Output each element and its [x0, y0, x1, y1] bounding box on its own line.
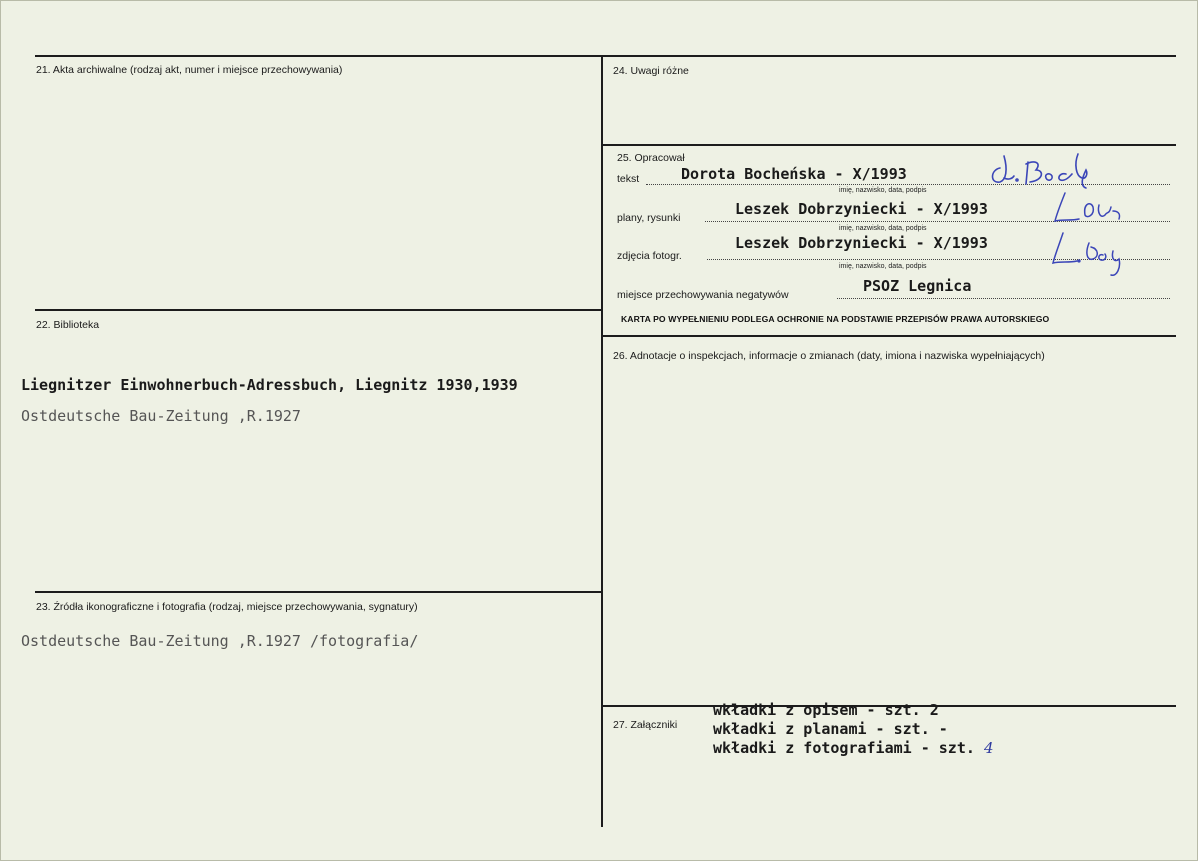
signature-dobrzyniecki-1	[1049, 189, 1129, 234]
negatywy-location: PSOZ Legnica	[863, 277, 972, 295]
attachment-photo-count: 4	[983, 739, 994, 757]
signature-dobrzyniecki-2	[1045, 229, 1129, 286]
tekst-author: Dorota Bocheńska - X/1993	[681, 165, 907, 183]
center-divider	[601, 55, 603, 827]
library-entry-1: Liegnitzer Einwohnerbuch-Adressbuch, Liegnitz 1930,1939	[21, 376, 518, 394]
rule-24-25	[603, 144, 1176, 146]
section-22-label: 22. Biblioteka	[36, 319, 100, 331]
section-26-label: 26. Adnotacje o inspekcjach, informacje o zmianach (daty, imiona i nazwiska wypełniających)	[613, 350, 1045, 362]
plany-author: Leszek Dobrzyniecki - X/1993	[735, 200, 988, 218]
library-entry-2: Ostdeutsche Bau-Zeitung ,R.1927	[21, 407, 301, 425]
section-24-label: 24. Uwagi różne	[613, 65, 689, 77]
top-rule	[35, 55, 1176, 57]
signature-bochenska	[986, 148, 1096, 195]
plany-caption: imię, nazwisko, data, podpis	[839, 225, 927, 232]
tekst-label: tekst	[617, 173, 640, 185]
negatywy-label: miejsce przechowywania negatywów	[617, 289, 789, 301]
zdjecia-label: zdjęcia fotogr.	[617, 250, 682, 262]
copyright-notice: KARTA PO WYPEŁNIENIU PODLEGA OCHRONIE NA PODSTAWIE PRZEPISÓW PRAWA AUTORSKIEGO	[621, 314, 1050, 324]
attachment-description-inserts: wkładki z opisem - szt. 2	[713, 701, 939, 719]
rule-22-23	[35, 591, 601, 593]
tekst-caption: imię, nazwisko, data, podpis	[839, 187, 927, 194]
zdjecia-author: Leszek Dobrzyniecki - X/1993	[735, 234, 988, 252]
negatywy-dotted-line	[837, 298, 1170, 299]
section-27-label: 27. Załączniki	[613, 719, 678, 731]
rule-25-26	[603, 335, 1176, 337]
attachment-plan-inserts: wkładki z planami - szt. -	[713, 720, 948, 738]
plany-label: plany, rysunki	[617, 212, 681, 224]
zdjecia-caption: imię, nazwisko, data, podpis	[839, 263, 927, 270]
iconographic-source-entry: Ostdeutsche Bau-Zeitung ,R.1927 /fotografia/	[21, 632, 419, 650]
section-25-label: 25. Opracował	[617, 152, 685, 164]
section-23-label: 23. Źródła ikonograficzne i fotografia (rodzaj, miejsce przechowywania, sygnatury)	[36, 601, 418, 613]
attachment-photo-inserts	[713, 739, 993, 757]
rule-21-22	[35, 309, 601, 311]
section-21-label: 21. Akta archiwalne (rodzaj akt, numer i miejsce przechowywania)	[36, 64, 343, 76]
attachment-photo-inserts-text: wkładki z fotografiami - szt.	[713, 739, 975, 757]
